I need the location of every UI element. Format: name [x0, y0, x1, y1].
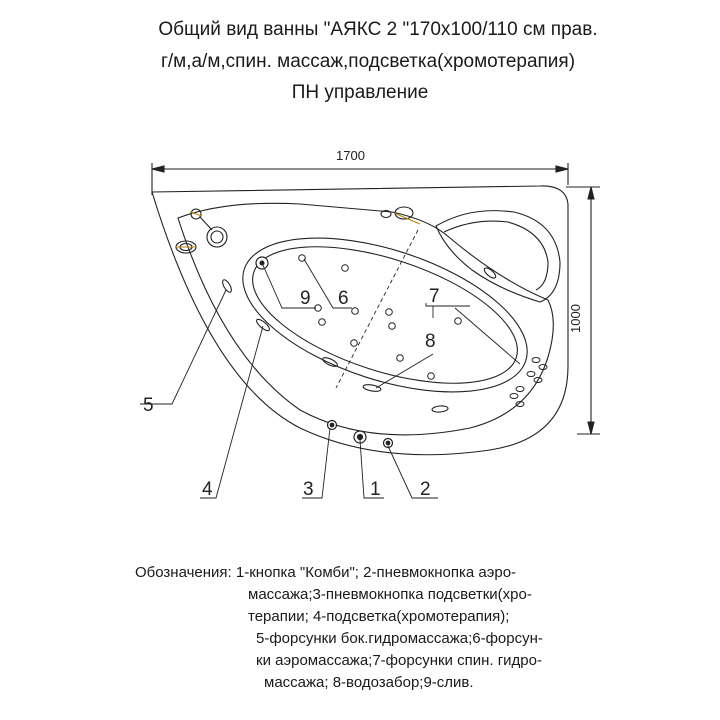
legend-line-5: ки аэромассажа;7-форсунки спин. гидро- [256, 652, 542, 669]
tub-outer-rim [152, 186, 568, 455]
title-line-1: Общий вид ванны "АЯКС 2 "170х100/110 см прав. [158, 19, 598, 40]
dimension-width [152, 163, 568, 195]
back-hydro-nozzles [510, 358, 547, 407]
callout-7: 7 [429, 286, 440, 307]
title-line-2: г/м,а/м,спин. массаж,подсветка(хромотерапия) [160, 51, 576, 72]
width-dimension-label: 1700 [336, 148, 365, 163]
faucet-right [381, 207, 420, 224]
callout-9: 9 [300, 288, 311, 309]
callout-3: 3 [303, 479, 314, 500]
legend-line-4: 5-форсунки бок.гидромассажа;6-форсун- [256, 630, 543, 647]
legend-line-6: массажа; 8-водозабор;9-слив. [264, 674, 474, 691]
tub-inner-deck [178, 203, 553, 435]
headrest [436, 211, 560, 302]
height-dimension-label: 1000 [568, 304, 583, 333]
legend-line-3: терапии; 4-подсветка(хромотерапия); [248, 608, 510, 625]
callout-1: 1 [370, 479, 381, 500]
callout-5: 5 [143, 395, 154, 416]
callout-2: 2 [420, 479, 431, 500]
callout-4: 4 [202, 479, 213, 500]
side-hydro-nozzles [221, 266, 497, 412]
callout-6: 6 [338, 288, 349, 309]
legend-line-2: массажа;3-пневмокнопка подсветки(хро- [248, 586, 532, 603]
legend-line-1: Обозначения: 1-кнопка "Комби"; 2-пневмокнопка аэро- [135, 564, 517, 581]
title-line-3: ПН управление [291, 82, 429, 103]
callout-8: 8 [425, 331, 436, 352]
